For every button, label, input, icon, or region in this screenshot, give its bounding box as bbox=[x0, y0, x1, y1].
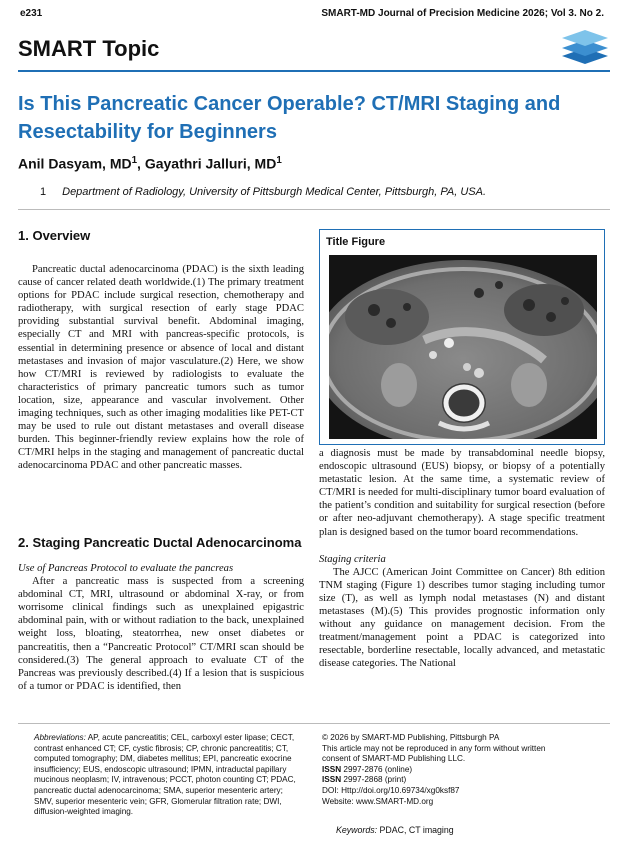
header-rule bbox=[18, 70, 610, 72]
author-name: Gayathri Jalluri, MD bbox=[144, 155, 277, 172]
author-name: Anil Dasyam, MD bbox=[18, 155, 132, 172]
issn-online: ISSN 2997-2876 (online) bbox=[322, 764, 413, 774]
abbreviations-text: AP, acute pancreatitis; CEL, carboxyl ester lipase; CECT, contrast enhanced CT; CF, cystic fibrosis; CP, chronic pancreatitis; CT, computed tomography; DM, diabetes mellitus; EPI, pancreatic exocrine insufficiency; EUS, endoscopic ultrasound; IPMN, intraductal papillary mucinous neoplasm; IV, intravenous; PCCT, photon counting CT; PDAC, pancreatic ductal adenocarcinoma; SMA, superior mesenteric artery; SMV, superior mesenteric vein; GFR, Glomerular filtration rate; DWI, diffusion-weighted imaging. bbox=[34, 733, 296, 817]
keywords bbox=[336, 825, 454, 835]
abbreviations bbox=[34, 733, 302, 818]
article-title: Is This Pancreatic Cancer Operable? CT/MRI Staging and Resectability for Beginners bbox=[18, 93, 561, 143]
ct-scan-illustration bbox=[329, 255, 597, 439]
doi-link[interactable]: DOI: Http://doi.org/10.69734/xg0ksf87 bbox=[322, 785, 460, 795]
divider bbox=[18, 209, 610, 210]
website-link[interactable]: Website: www.SMART-MD.org bbox=[322, 796, 434, 806]
keywords-label: Keywords: bbox=[336, 825, 378, 835]
author-list bbox=[18, 155, 282, 172]
figure-title: Title Figure bbox=[326, 236, 386, 248]
footer-rule bbox=[18, 723, 610, 724]
journal-logo-icon bbox=[560, 26, 610, 66]
keywords-text: PDAC, CT imaging bbox=[377, 825, 454, 835]
title-figure bbox=[319, 229, 605, 445]
copyright-line: This article may not be reproduced in any form without written bbox=[322, 743, 546, 753]
body-paragraph: After a pancreatic mass is suspected from a screening abdominal CT, MRI, ultrasound or abdominal X-ray, or from worrisome clinical findings such as unexplained epigastric abdominal pain, with or without radiation to the back, unexplained weight loss, bloating, steatorrhea, new onset diabetes or pancreatitis, then a “Pancreatic Protocol” CT/MRI scan should be considered.(3) The general approach to evaluate CT of the Pancreas was previously described.(4) If a lesion that is suspicious of a tumor or PDAC is identified, then bbox=[18, 576, 304, 692]
copyright-line: consent of SMART-MD Publishing LLC. bbox=[322, 754, 466, 764]
overview-section bbox=[18, 228, 304, 473]
body-paragraph: Pancreatic ductal adenocarcinoma (PDAC) is the sixth leading cause of cancer related death worldwide.(1) The primary treatment options for PDAC include surgical resection, chemotherapy and radiotherapy, with surgical resection of early stage PDAC providing substantial survival benefit. Abdominal imaging, especially CT and MRI with pancreas-specific protocols, is essential in determining presence or absence of local and distant metastases and invasion of major vasculature.(2) Here, we show how CT/MRI is reviewed by radiologists to evaluate the characteristics of primary pancreatic tumors such as tumor location, size, appearance and vascular involvement. Other imaging techniques, such as other imaging modalities like PET-CT may be used to rule out distant metastases and overall disease burden. This beginner-friendly review explains how the role of CT/MRI helps in the staging and management of pancreatic ductal adenocarcinoma PDAC and other pancreatic masses. bbox=[18, 264, 304, 472]
copyright-line: © 2026 by SMART-MD Publishing, Pittsburgh PA bbox=[322, 733, 500, 742]
author-separator: , bbox=[137, 155, 145, 172]
affiliation bbox=[40, 186, 486, 198]
journal-name: SMART-MD Journal of Precision Medicine 2026; Vol 3. No 2. bbox=[321, 8, 604, 19]
abbreviations-label: Abbreviations: bbox=[34, 733, 86, 742]
author-affil-mark: 1 bbox=[276, 155, 282, 166]
affiliation-text: Department of Radiology, University of Pittsburgh Medical Center, Pittsburgh, PA, USA. bbox=[62, 186, 487, 198]
copyright-block bbox=[322, 733, 592, 807]
author-affil-mark: 1 bbox=[131, 155, 138, 166]
section-heading: 2. Staging Pancreatic Ductal Adenocarcinoma bbox=[18, 535, 302, 550]
section-label: SMART Topic bbox=[18, 36, 160, 61]
staging-section bbox=[18, 535, 304, 693]
ct-scan-image bbox=[329, 255, 597, 439]
page-id: e231 bbox=[20, 8, 43, 19]
section-heading: 1. Overview bbox=[18, 228, 91, 243]
affiliation-number: 1 bbox=[40, 186, 47, 198]
body-paragraph: The AJCC (American Joint Committee on Cancer) 8th edition TNM staging (Figure 1) describes tumor staging including tumor size (T), as well as lymph nodal metastases (N) and distant metastases (M).(5) This provides prognostic information only without any guidance on management decision. From the treatment/management point a PDAC is categorized into resectable, borderline resectable, locally advanced, and metastatic disease categories. The National bbox=[319, 566, 605, 670]
body-paragraph: a diagnosis must be made by transabdominal needle biopsy, endoscopic ultrasound (EUS) biopsy, or biopsy of a potentially metastatic lesion. At the same time, a systematic review of CT/MRI is needed for multi-disciplinary tumor board evaluation of the patient’s condition and suitability for surgical resection (before or after neo-adjuvant chemotherapy). A stage specific treatment plan is designed based on the tumor board recommendations. bbox=[319, 448, 605, 538]
issn-print: ISSN 2997-2868 (print) bbox=[322, 775, 407, 785]
right-column bbox=[319, 447, 605, 671]
subsection-heading: Staging criteria bbox=[319, 553, 386, 565]
subsection-heading: Use of Pancreas Protocol to evaluate the pancreas bbox=[18, 563, 234, 574]
